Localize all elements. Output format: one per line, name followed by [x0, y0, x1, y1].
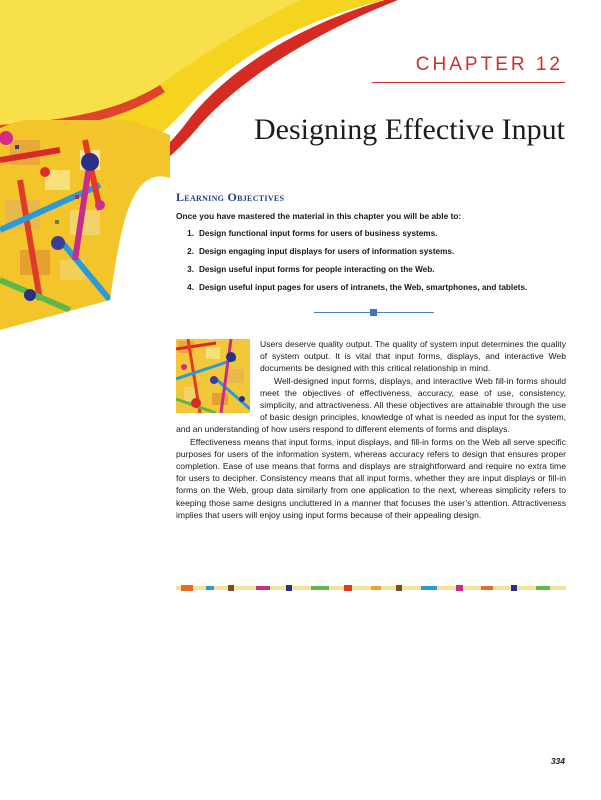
objective-item [176, 246, 527, 264]
objective-text: Design functional input forms for users of business systems. [199, 229, 438, 238]
objective-text: Design engaging input displays for users of information systems. [199, 247, 455, 256]
objective-item [176, 264, 527, 282]
chapter-label: CHAPTER 12 [415, 54, 563, 75]
decorative-bottom-strip [176, 584, 566, 592]
image-wrap-space [176, 338, 260, 418]
objective-number: 4. [187, 283, 194, 292]
learning-objectives-list [176, 228, 527, 300]
objective-number: 2. [187, 247, 194, 256]
page-number: 334 [550, 756, 565, 766]
chapter-rule [372, 82, 565, 83]
objective-number: 3. [187, 265, 194, 274]
body-paragraph: Well-designed input forms, displays, and interactive Web fill-in forms should meet the objectives of effectiveness, accuracy, ease of use, consistency, simplicity, and attractiveness. All these objectives are attainable through the use of basic design principles, knowledge of what is needed as input for the system, and an understanding of how users respond to different elements of forms and displays. [176, 375, 566, 435]
objective-number: 1. [187, 229, 194, 238]
objective-text: Design useful input pages for users of intranets, the Web, smartphones, and tablets. [199, 283, 528, 292]
objective-item [176, 228, 527, 246]
body-paragraph: Users deserve quality output. The quality of system input determines the quality of system output. It is vital that input forms, displays, and interactive Web documents be designed with this critical relationship in mind. [260, 339, 566, 374]
separator-square [370, 309, 377, 316]
objective-text: Design useful input forms for people interacting on the Web. [199, 265, 435, 274]
learning-objectives-intro: Once you have mastered the material in this chapter you will be able to: [176, 211, 462, 221]
learning-objectives-heading: Learning Objectives [176, 190, 285, 204]
section-separator [314, 308, 434, 318]
body-paragraph: Effectiveness means that input forms, input displays, and fill-in forms on the Web all serve specific purposes for users of the information system, whereas accuracy refers to design that ensures proper completion. Ease of use means that forms and displays are straightforward and require no extra time for users to decipher. Consistency means that all input forms, whether they are input displays or fill-in forms on the Web, group data similarly from one application to the next, whereas simplicity refers to keeping those same designs uncluttered in a manner that focuses the user’s attention. Attractiveness implies that users will enjoy using input forms because of their appealing design. [176, 436, 566, 520]
chapter-introduction-text [176, 338, 566, 521]
chapter-title: Designing Effective Input [253, 113, 565, 146]
objective-item [176, 282, 527, 300]
